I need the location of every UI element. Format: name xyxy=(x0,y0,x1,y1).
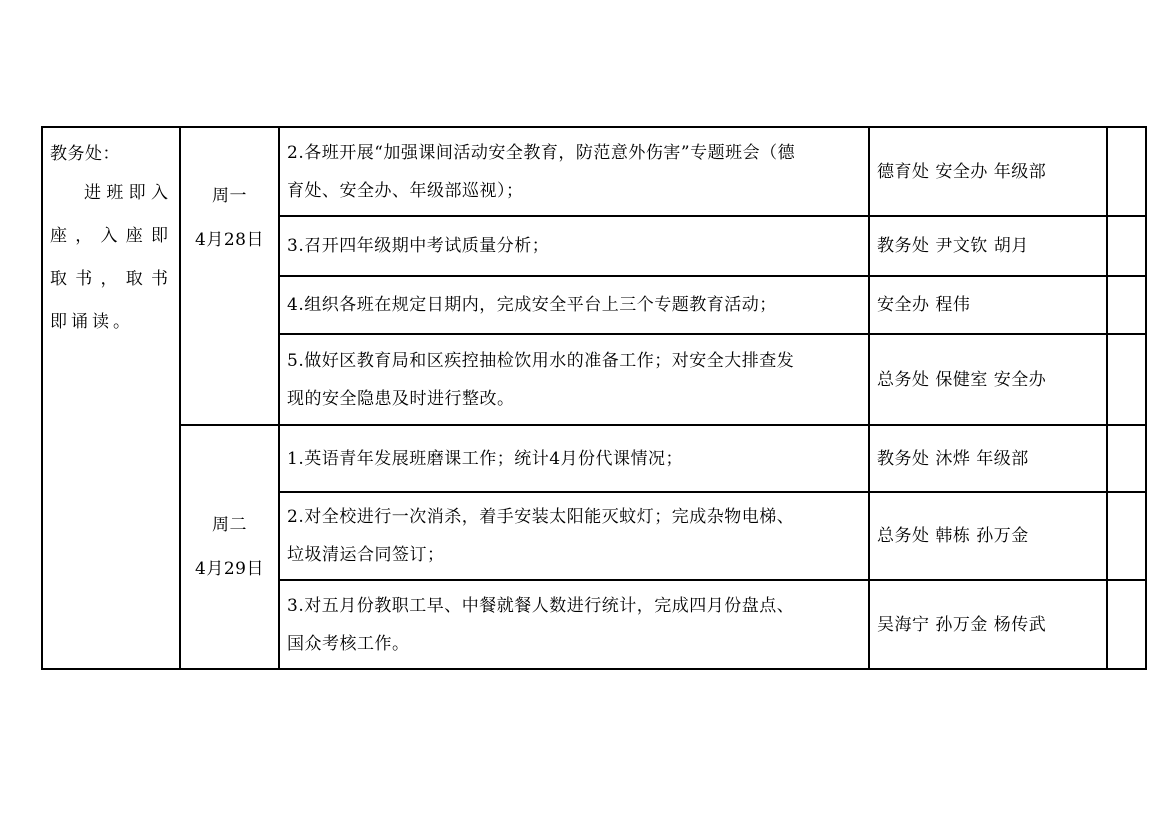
task-text: 育处、安全办、年级部巡视）； xyxy=(287,180,524,201)
blank-cell xyxy=(1107,216,1146,276)
day-cell-tuesday xyxy=(180,425,279,669)
task-text: 5.做好区教育局和区疾控抽检饮用水的准备工作；对安全大排查发 xyxy=(287,350,795,371)
task-text: 1.英语青年发展班磨课工作；统计4月份代课情况； xyxy=(287,448,684,469)
responsible-cell: 总务处 保健室 安全办 xyxy=(869,334,1107,425)
task-cell xyxy=(279,334,869,425)
responsible-cell: 教务处 沐烨 年级部 xyxy=(869,425,1107,492)
blank-cell xyxy=(1107,492,1146,580)
blank-cell xyxy=(1107,580,1146,669)
note-body: 进班即入座，入座即取书，取书即诵读。 xyxy=(50,183,172,332)
responsible-cell: 总务处 韩栋 孙万金 xyxy=(869,492,1107,580)
blank-cell xyxy=(1107,425,1146,492)
task-cell xyxy=(279,276,869,334)
task-cell xyxy=(279,127,869,216)
task-text: 3.对五月份教职工早、中餐就餐人数进行统计，完成四月份盘点、 xyxy=(287,595,795,616)
task-cell xyxy=(279,216,869,276)
weekday-label: 周一 xyxy=(212,186,247,206)
blank-cell xyxy=(1107,334,1146,425)
note-cell xyxy=(42,127,180,669)
responsible-cell: 安全办 程伟 xyxy=(869,276,1107,334)
weekday-label: 周二 xyxy=(212,515,247,535)
task-cell xyxy=(279,580,869,669)
responsible-cell: 德育处 安全办 年级部 xyxy=(869,127,1107,216)
table-row xyxy=(42,425,1146,492)
day-cell-monday xyxy=(180,127,279,425)
task-text: 3.召开四年级期中考试质量分析； xyxy=(287,236,550,256)
task-text: 国众考核工作。 xyxy=(287,633,410,654)
table-row xyxy=(42,127,1146,216)
date-label: 4月29日 xyxy=(195,559,264,579)
task-text: 现的安全隐患及时进行整改。 xyxy=(287,388,515,409)
schedule-table xyxy=(41,126,1147,670)
note-title: 教务处： xyxy=(50,144,120,164)
responsible-cell: 教务处 尹文钦 胡月 xyxy=(869,216,1107,276)
task-text: 垃圾清运合同签订； xyxy=(287,545,445,565)
task-text: 2.各班开展“加强课间活动安全教育，防范意外伤害”专题班会（德 xyxy=(287,142,796,163)
blank-cell xyxy=(1107,127,1146,216)
task-text: 4.组织各班在规定日期内，完成安全平台上三个专题教育活动； xyxy=(287,295,777,315)
task-cell xyxy=(279,425,869,492)
date-label: 4月28日 xyxy=(195,230,264,250)
responsible-cell: 吴海宁 孙万金 杨传武 xyxy=(869,580,1107,669)
task-cell xyxy=(279,492,869,580)
task-text: 2.对全校进行一次消杀，着手安装太阳能灭蚊灯；完成杂物电梯、 xyxy=(287,507,795,527)
blank-cell xyxy=(1107,276,1146,334)
